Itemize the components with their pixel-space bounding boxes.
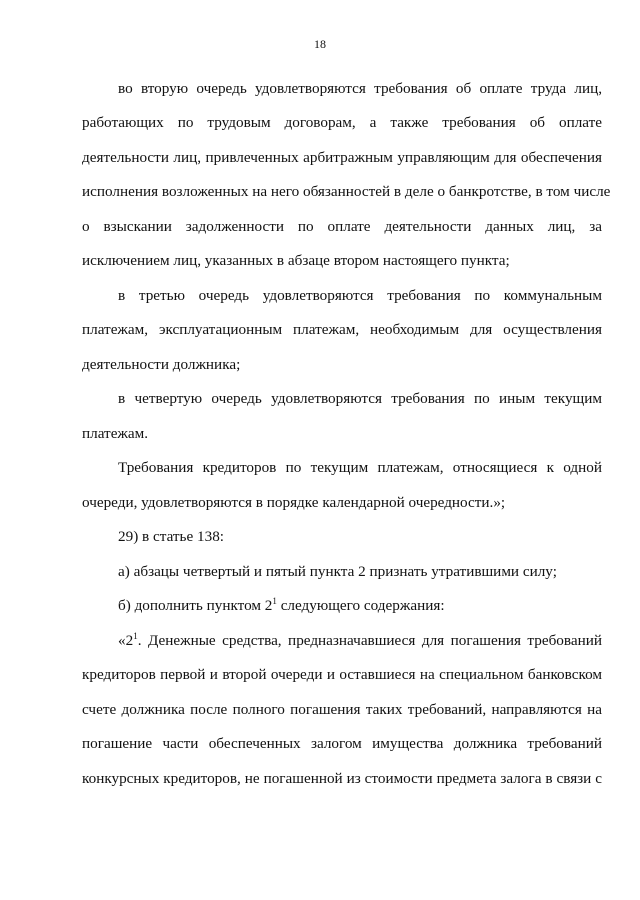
text-line: 29) в статье 138: <box>118 528 225 545</box>
superscript: 1 <box>272 596 277 606</box>
text-span: б) дополнить пунктом 2 <box>118 597 273 614</box>
text-line: платежам. <box>82 425 149 442</box>
text-line: Требования кредиторов по текущим платежам, относящиеся к одной <box>118 459 602 476</box>
text-line: исключением лиц, указанных в абзаце втором настоящего пункта; <box>82 252 510 269</box>
text-line: конкурсных кредиторов, не погашенной из стоимости предмета залога в связи с <box>82 770 602 787</box>
text-line: в третью очередь удовлетворяются требования по коммунальным <box>118 287 602 304</box>
text-line: деятельности должника; <box>82 356 241 373</box>
text-span: «2 <box>118 632 134 649</box>
text-line: в четвертую очередь удовлетворяются требования по иным текущим <box>118 390 602 407</box>
text-line: очереди, удовлетворяются в порядке календарной очередности.»; <box>82 494 506 511</box>
text-line: счете должника после полного погашения таких требований, направляются на <box>82 701 602 718</box>
text-line: кредиторов первой и второй очереди и оставшиеся на специальном банковском <box>82 666 602 683</box>
text-line: во вторую очередь удовлетворяются требования об оплате труда лиц, <box>118 80 602 97</box>
text-line <box>118 596 602 616</box>
text-line <box>118 631 602 651</box>
text-line: исполнения возложенных на него обязанностей в деле о банкротстве, в том числе <box>82 183 611 200</box>
superscript: 1 <box>133 631 138 641</box>
text-line: погашение части обеспеченных залогом имущества должника требований <box>82 735 602 752</box>
text-line: о взыскании задолженности по оплате деятельности данных лиц, за <box>82 218 602 235</box>
text-line: платежам, эксплуатационным платежам, необходимым для осуществления <box>82 321 602 338</box>
text-span: следующего содержания: <box>276 597 445 614</box>
text-line: деятельности лиц, привлеченных арбитражным управляющим для обеспечения <box>82 149 602 166</box>
text-line: работающих по трудовым договорам, а также требования об оплате <box>82 114 602 131</box>
text-span: . Денежные средства, предназначавшиеся для погашения требований <box>137 632 602 649</box>
text-line: а) абзацы четвертый и пятый пункта 2 признать утратившими силу; <box>118 563 557 580</box>
page-number: 18 <box>314 37 326 51</box>
